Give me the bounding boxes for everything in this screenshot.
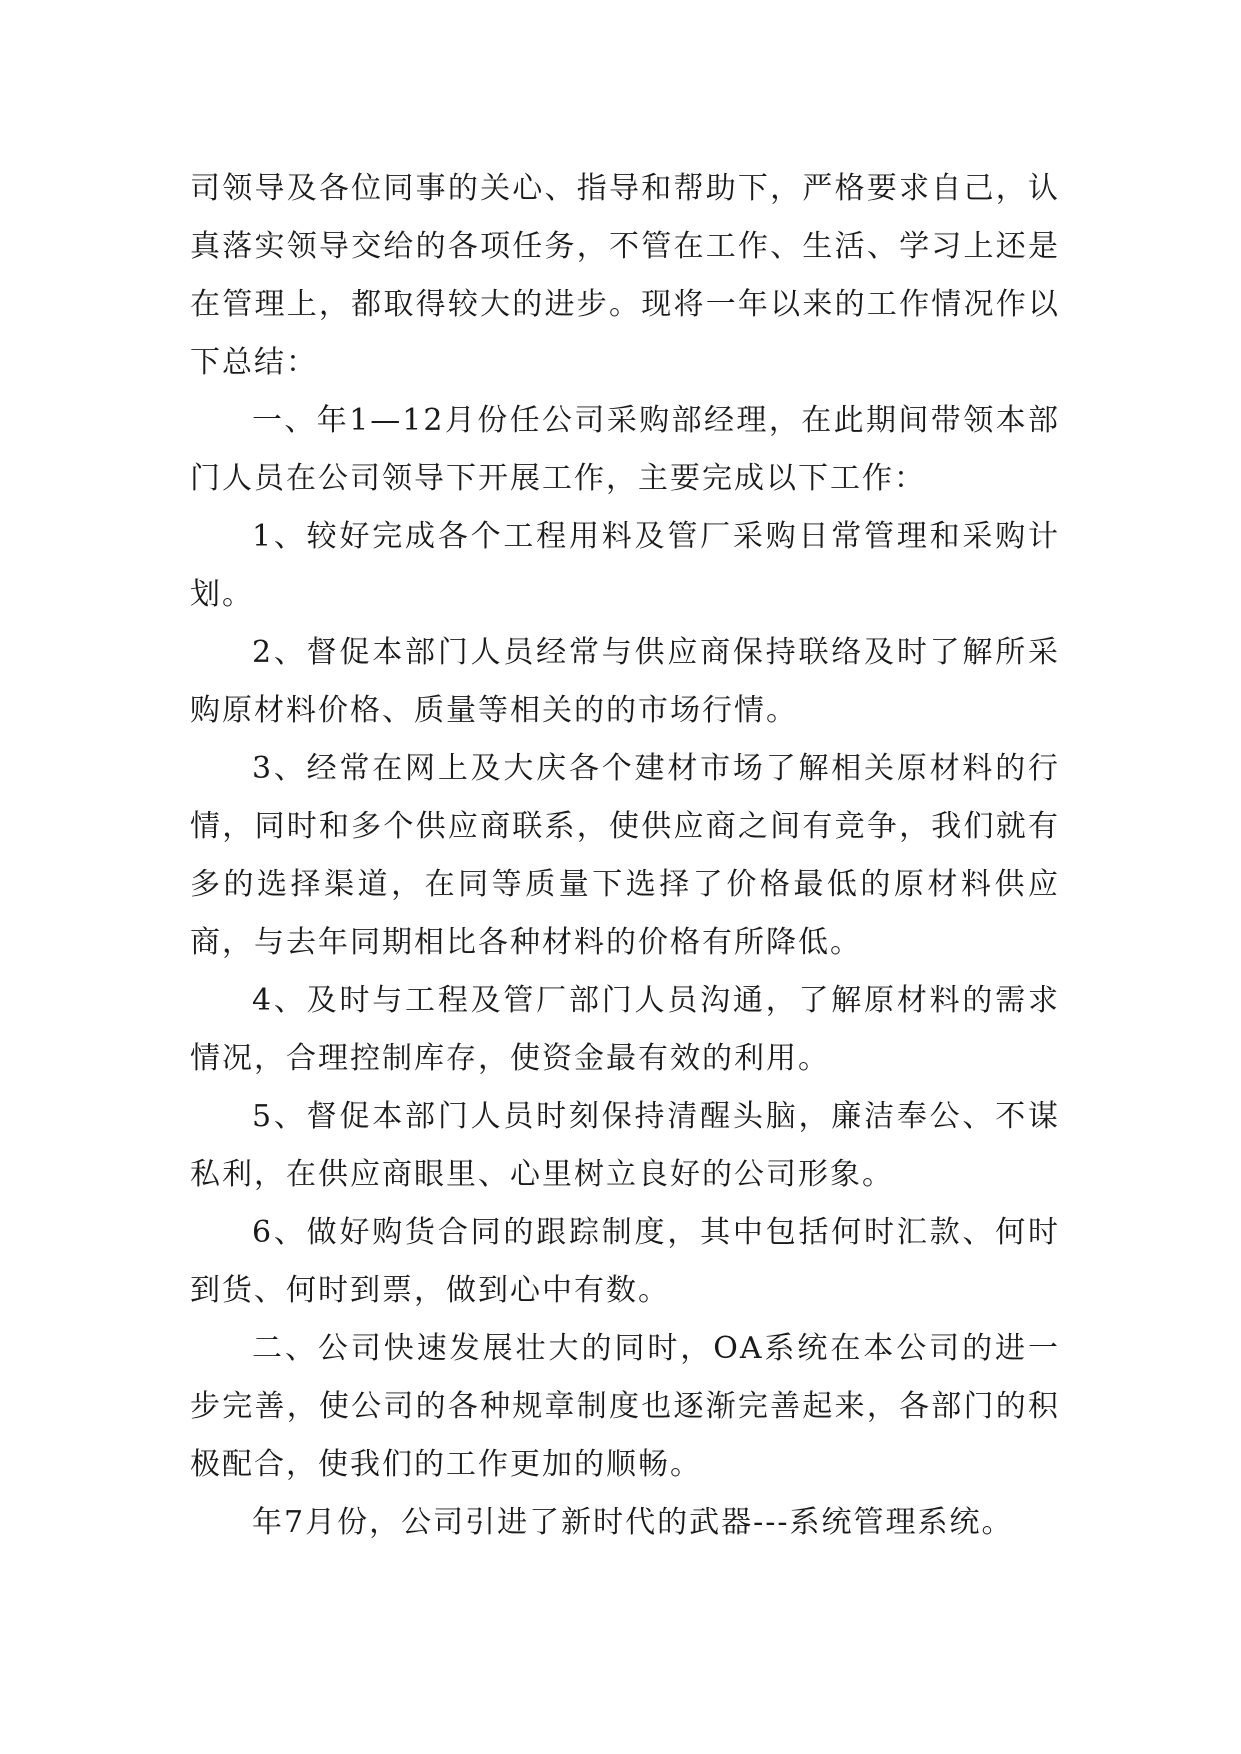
paragraph-item-6: 6、做好购货合同的跟踪制度，其中包括何时汇款、何时到货、何时到票，做到心中有数。	[190, 1215, 1060, 1308]
paragraph-item-2: 2、督促本部门人员经常与供应商保持联络及时了解所采购原材料价格、质量等相关的的市场行情。	[190, 635, 1060, 728]
paragraph-item-1: 1、较好完成各个工程用料及管厂采购日常管理和采购计划。	[190, 519, 1060, 612]
paragraph-section-two: 二、公司快速发展壮大的同时，OA系统在本公司的进一步完善，使公司的各种规章制度也逐渐完善起来，各部门的积极配合，使我们的工作更加的顺畅。	[190, 1331, 1060, 1482]
paragraph-july: 年7月份，公司引进了新时代的武器---系统管理系统。	[252, 1505, 1014, 1540]
paragraph-section-one: 一、年1—12月份任公司采购部经理，在此期间带领本部门人员在公司领导下开展工作，主要完成以下工作：	[190, 403, 1060, 496]
paragraph-item-3: 3、经常在网上及大庆各个建材市场了解相关原材料的行情，同时和多个供应商联系，使供应商之间有竞争，我们就有多的选择渠道，在同等质量下选择了价格最低的原材料供应商，与去年同期相比各种材料的价格有所降低。	[190, 751, 1060, 960]
paragraph-intro-continuation: 司领导及各位同事的关心、指导和帮助下，严格要求自己，认真落实领导交给的各项任务，不管在工作、生活、学习上还是在管理上，都取得较大的进步。现将一年以来的工作情况作以下总结：	[190, 171, 1060, 380]
document-body	[190, 160, 1060, 1552]
paragraph-item-5: 5、督促本部门人员时刻保持清醒头脑，廉洁奉公、不谋私利，在供应商眼里、心里树立良好的公司形象。	[190, 1099, 1060, 1192]
paragraph-item-4: 4、及时与工程及管厂部门人员沟通，了解原材料的需求情况，合理控制库存，使资金最有效的利用。	[190, 983, 1060, 1076]
